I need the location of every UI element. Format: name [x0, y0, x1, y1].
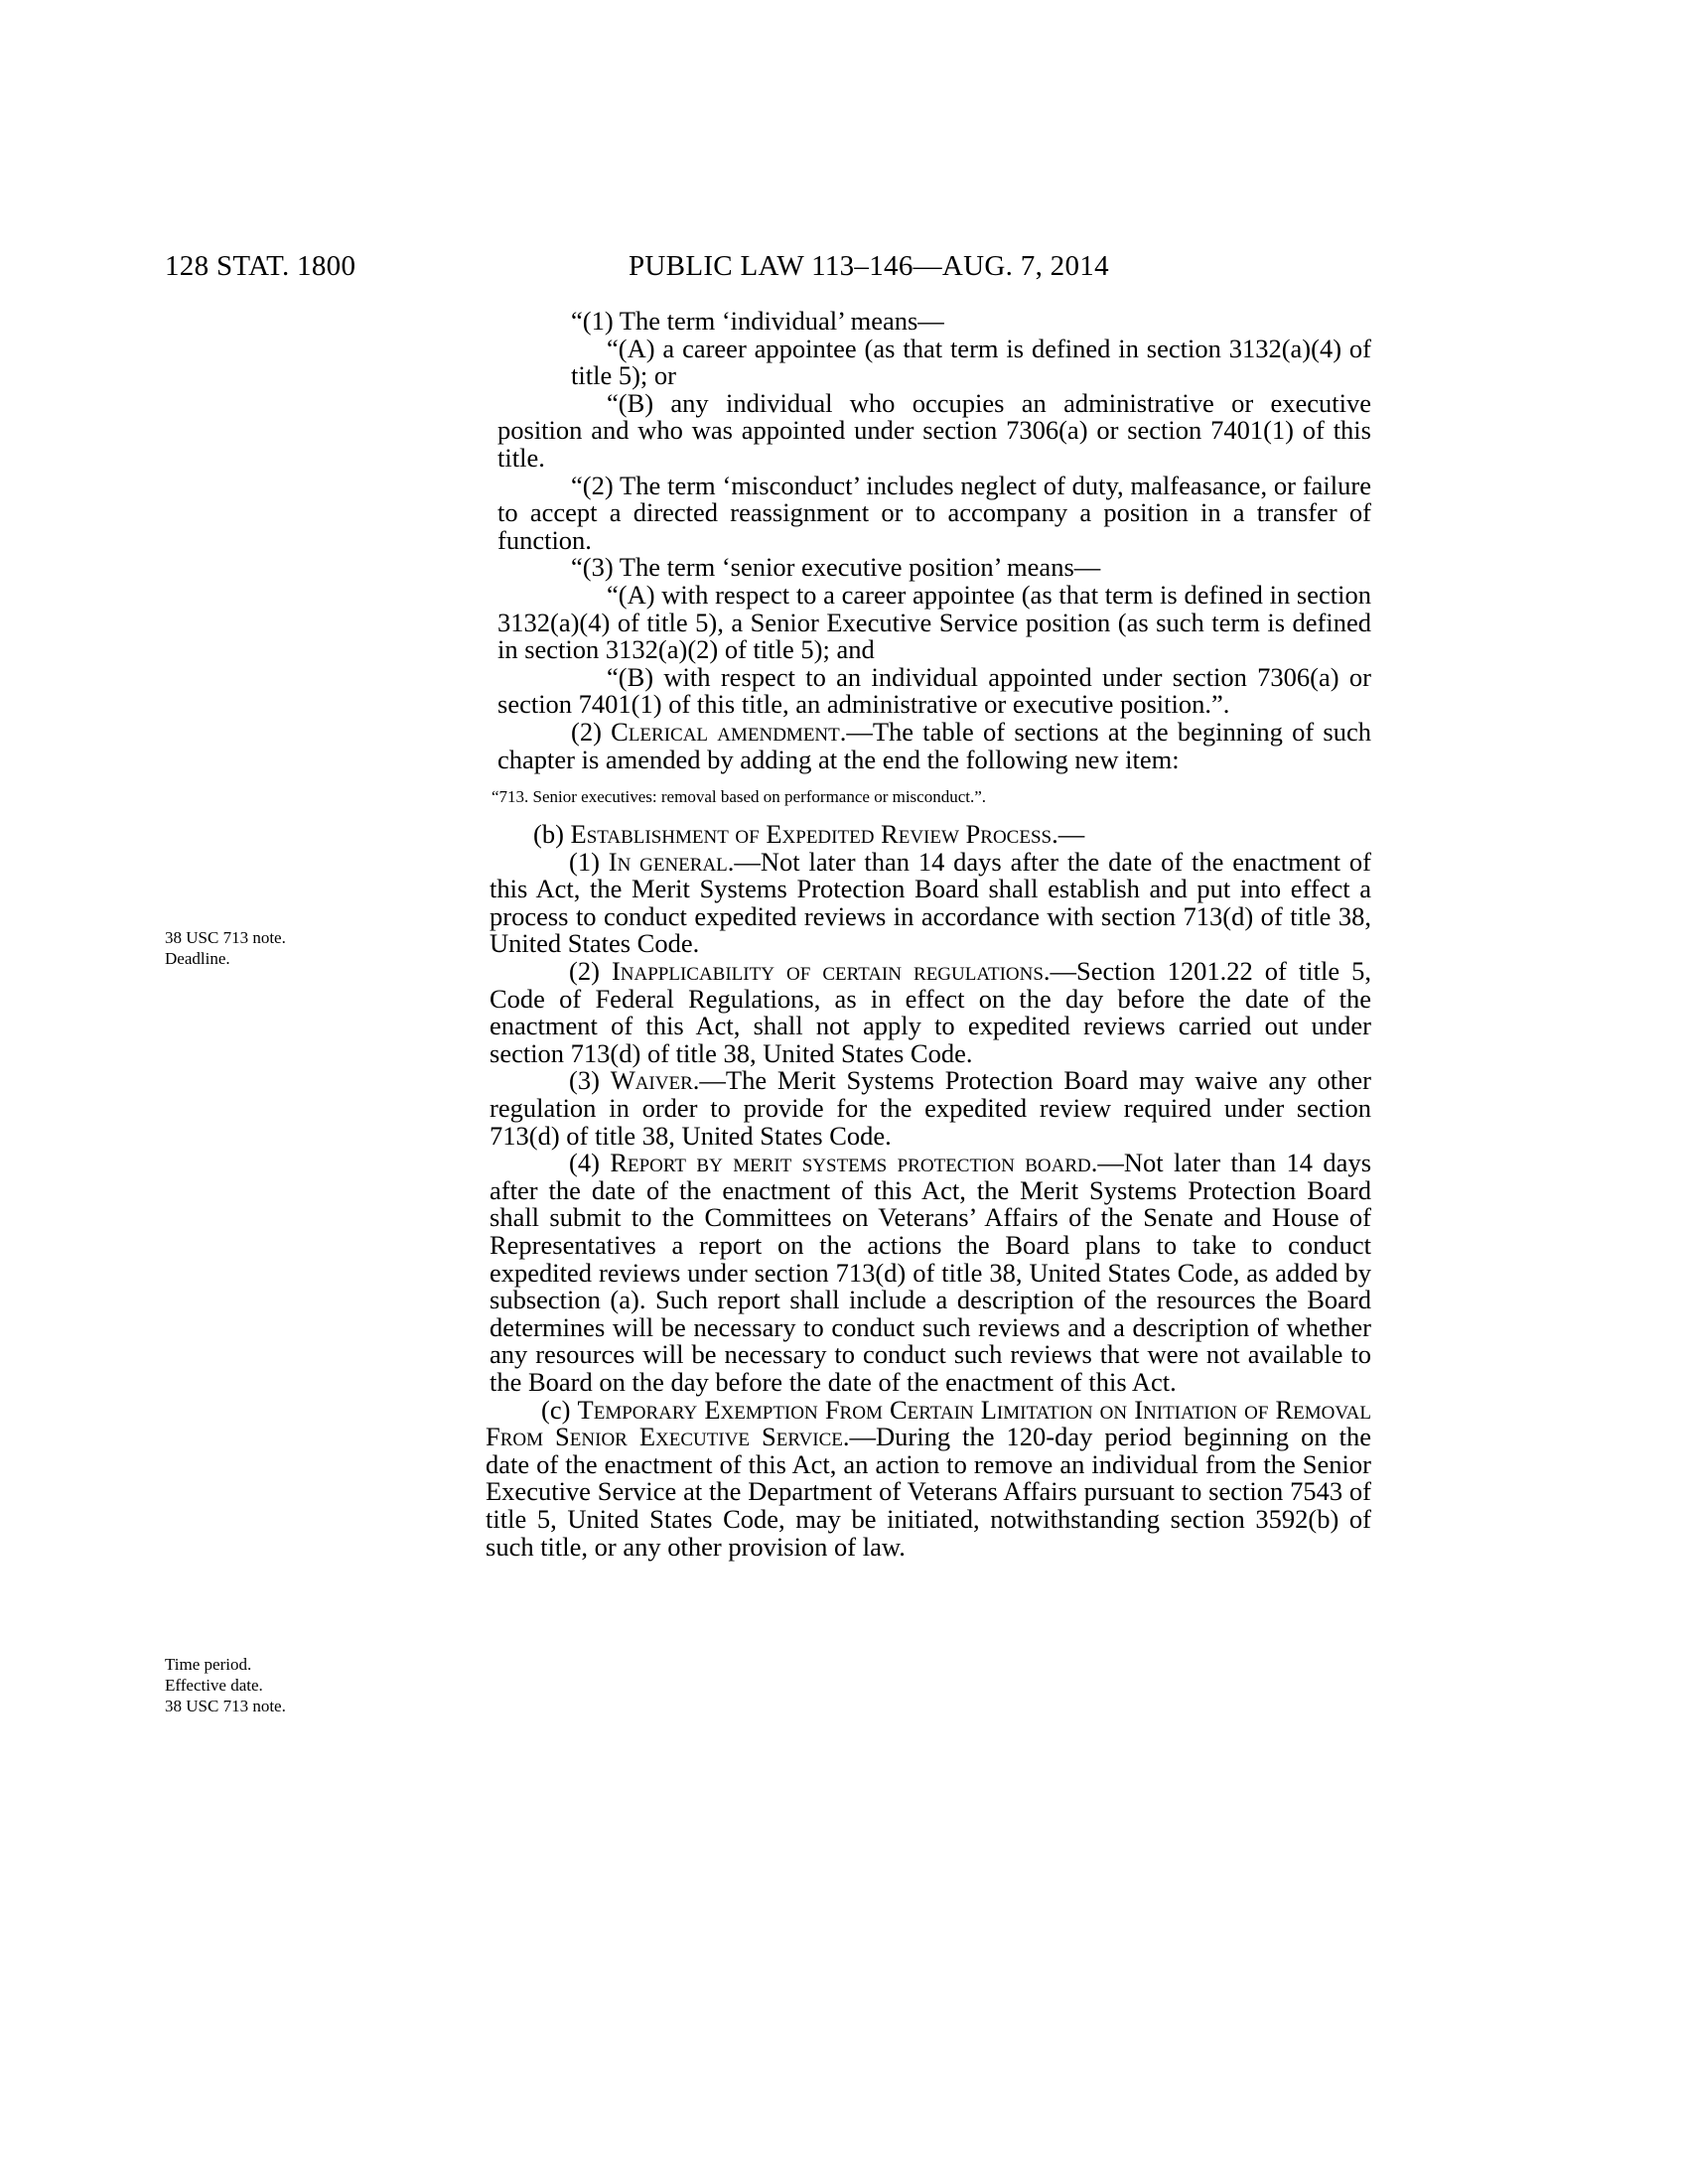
paragraph-num: (2): [569, 956, 600, 987]
statute-page-number: 128 STAT. 1800: [165, 250, 356, 282]
public-law-title: PUBLIC LAW 113–146—AUG. 7, 2014: [629, 250, 1109, 282]
definition-3-a: “(A) with respect to a career appointee (as that term is defined in section 3132(a)(4) of title 5), a Senior Executive Service position (as such term is defined in section 3132(a)(2) of title 5); and: [497, 579, 1371, 665]
section-b: [490, 821, 1371, 1396]
clerical-num: (2): [571, 716, 602, 747]
paragraph-heading: Report by merit systems protection board: [610, 1148, 1091, 1178]
section-c-label: (c): [541, 1394, 571, 1425]
margin-note: 38 USC 713 note.: [165, 928, 286, 947]
definition-1-a: “(A) a career appointee (as that term is defined in section 3132(a)(4) of title 5); or: [571, 333, 1371, 391]
definition-3-intro: “(3) The term ‘senior executive position’ means—: [571, 552, 1101, 583]
definition-2: “(2) The term ‘misconduct’ includes neglect of duty, malfeasance, or failure to accept a directed reassignment or to accompany a position in a transfer of function.: [497, 470, 1371, 555]
paragraph-heading: Inapplicability of certain regulations: [611, 956, 1044, 987]
body-text: [486, 306, 1372, 1562]
section-b-paragraph-1: [490, 846, 1372, 959]
clerical-text: .—The table of sections at the beginning of such chapter is amended by adding at the end the following new item:: [497, 716, 1371, 774]
section-c-text: .—During the 120-day period beginning on the date of the enactment of this Act, an action to remove an individual from the Senior Executive Service at the Department of Veterans Affairs pursuant to section 7543 of title 5, United States Code, may be initiated, notwithstanding section 3592(b) of such title, or any other provision of law.: [486, 1422, 1371, 1562]
paragraph-text: .—The Merit Systems Protection Board may waive any other regulation in order to provide for the expedited review required under section 713(d) of title 38, United States Code.: [490, 1065, 1371, 1151]
section-b-heading: [490, 821, 1371, 849]
margin-note: Time period.: [165, 1655, 252, 1674]
paragraph-heading: Waiver: [610, 1065, 693, 1096]
section-b-paragraph-2: [490, 958, 1371, 1067]
section-b-paragraph-3: [490, 1067, 1371, 1150]
paragraph-text: .—Section 1201.22 of title 5, Code of Federal Regulations, as in effect on the day before the date of the enactment of this Act, shall not apply to expedited reviews carried out under section 713(d) of title 38, United States Code.: [490, 956, 1372, 1068]
page-header: [165, 250, 1217, 286]
paragraph-text: .—Not later than 14 days after the date of the enactment of this Act, the Merit Systems Protection Board shall submit to the Committees on Veterans’ Affairs of the Senate and House of Representatives a report on the actions the Board plans to take to conduct expedited reviews under section 713(d) of title 38, United States Code, as added by subsection (a). Such report shall include a description of the resources the Board determines will be necessary to conduct such reviews and a description of whether any resources will be necessary to conduct such reviews that were not available to the Board on the day before the date of the enactment of this Act.: [490, 1148, 1372, 1397]
paragraph-num: (1): [569, 846, 600, 877]
clerical-heading: Clerical amendment: [611, 716, 840, 747]
margin-note: Deadline.: [165, 949, 230, 968]
section-b-label: (b): [533, 819, 564, 850]
section-b-dash: .—: [1052, 819, 1085, 850]
margin-notes-section-b: [165, 927, 314, 969]
table-of-sections-item: “713. Senior executives: removal based on performance or misconduct.”.: [492, 787, 987, 807]
paragraph-num: (3): [569, 1065, 600, 1096]
margin-note: 38 USC 713 note.: [165, 1697, 286, 1715]
section-b-paragraph-4: [490, 1150, 1371, 1396]
margin-notes-section-c: [165, 1654, 314, 1716]
section-c-title: Temporary Exemption From Certain Limitation on Initiation of Removal From Senior Executive Service: [486, 1394, 1371, 1452]
section-c: [486, 1394, 1371, 1562]
definition-1-b: “(B) any individual who occupies an administrative or executive position and who was appointed under section 7306(a) or section 7401(1) of this title.: [497, 387, 1371, 473]
paragraph-text: .—Not later than 14 days after the date of the enactment of this Act, the Merit Systems Protection Board shall establish and put into effect a process to conduct expedited reviews in accordance with section 713(d) of title 38, United States Code.: [490, 846, 1372, 959]
margin-note: Effective date.: [165, 1676, 263, 1695]
clerical-amendment: [497, 716, 1371, 774]
definition-1-intro: “(1) The term ‘individual’ means—: [571, 306, 944, 336]
paragraph-num: (4): [569, 1148, 600, 1178]
paragraph-heading: In general: [608, 846, 728, 877]
definition-3-b: “(B) with respect to an individual appointed under section 7306(a) or section 7401(1) of this title, an administrative or executive position.”.: [497, 661, 1371, 720]
section-b-title: Establishment of Expedited Review Process: [570, 819, 1053, 850]
section-c-paragraph: [486, 1394, 1371, 1562]
